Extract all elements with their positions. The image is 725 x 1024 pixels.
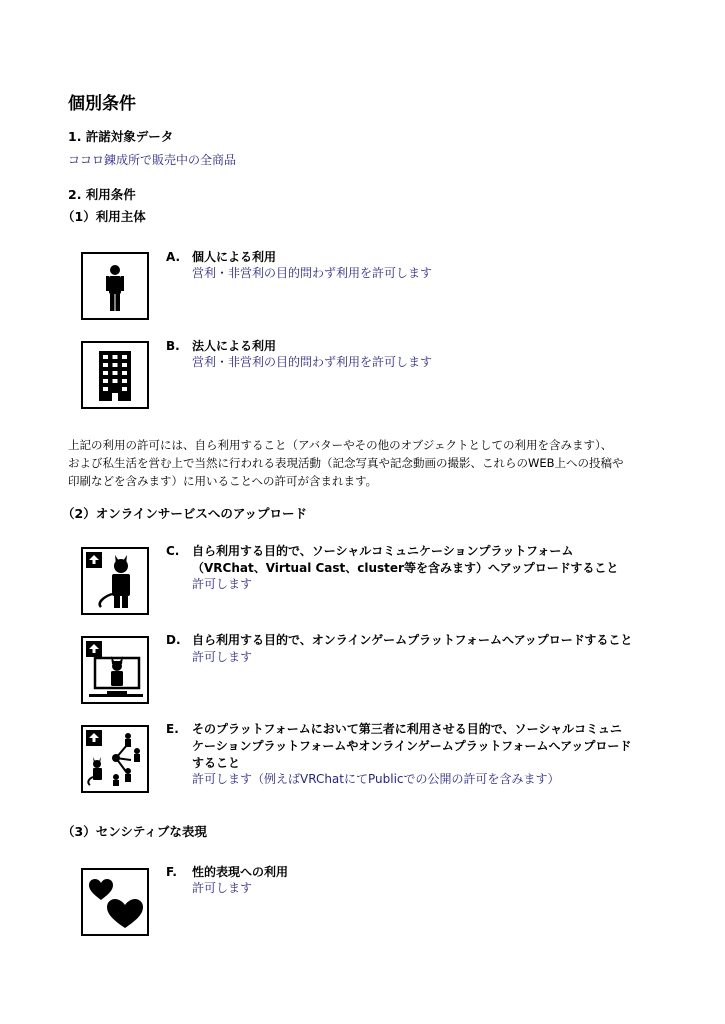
item-f-desc: 許可します <box>192 881 253 895</box>
upload-avatar-icon <box>81 547 149 615</box>
subsection-1-heading: （1）利用主体 <box>62 209 146 224</box>
person-icon <box>81 252 149 320</box>
item-b-letter: B. <box>166 339 180 353</box>
item-b-desc: 営利・非営利の目的問わず利用を許可します <box>192 355 433 369</box>
item-c-desc: 許可します <box>192 577 253 591</box>
section1-heading: 1. 許諾対象データ <box>68 129 174 144</box>
section1-text: ココロ錬成所で販売中の全商品 <box>68 153 237 167</box>
upload-game-icon <box>81 636 149 704</box>
item-d-desc: 許可します <box>192 650 253 664</box>
item-e-title-line-1: そのプラットフォームにおいて第三者に利用させる目的で、ソーシャルコミュニ <box>192 722 622 736</box>
subsection-3-heading: （3）センシティブな表現 <box>62 824 207 839</box>
permission-paragraph-line-1: 上記の利用の許可には、自ら利用すること（アバターやその他のオブジェクトとしての利用を含みます）、 <box>68 438 613 452</box>
hearts-icon <box>81 868 149 936</box>
upload-share-icon <box>81 725 149 793</box>
item-c-title-line-2: （VRChat、Virtual Cast、cluster等を含みます）へアップロードすること <box>192 561 619 575</box>
building-icon <box>81 341 149 409</box>
item-f-title: 性的表現への利用 <box>192 865 289 879</box>
subsection-2-heading: （2）オンラインサービスへのアップロード <box>62 506 307 521</box>
item-c-letter: C. <box>166 544 180 558</box>
item-e-desc: 許可します（例えばVRChatにてPublicでの公開の許可を含みます） <box>192 772 560 786</box>
item-a-letter: A. <box>166 250 181 264</box>
item-e-title-line-2: ケーションプラットフォームやオンラインゲームプラットフォームへアップロード <box>192 739 632 753</box>
item-e-title-line-3: すること <box>192 756 241 770</box>
item-f-letter: F. <box>166 865 177 879</box>
item-a-desc: 営利・非営利の目的問わず利用を許可します <box>192 266 433 280</box>
permission-paragraph-line-2: および私生活を営む上で当然に行われる表現活動（記念写真や記念動画の撮影、これらのWEB上への投稿や <box>68 456 624 470</box>
item-a-title: 個人による利用 <box>192 250 277 264</box>
page-title: 個別条件 <box>68 94 136 114</box>
permission-paragraph-line-3: 印刷などを含みます）に用いることへの許可が含まれます。 <box>68 474 378 488</box>
item-d-letter: D. <box>166 633 181 647</box>
item-b-title: 法人による利用 <box>192 339 277 353</box>
item-c-title-line-1: 自ら利用する目的で、ソーシャルコミュニケーションプラットフォーム <box>192 544 574 558</box>
section2-heading: 2. 利用条件 <box>68 187 136 202</box>
item-d-title: 自ら利用する目的で、オンラインゲームプラットフォームへアップロードすること <box>192 633 633 647</box>
item-e-letter: E. <box>166 722 179 736</box>
